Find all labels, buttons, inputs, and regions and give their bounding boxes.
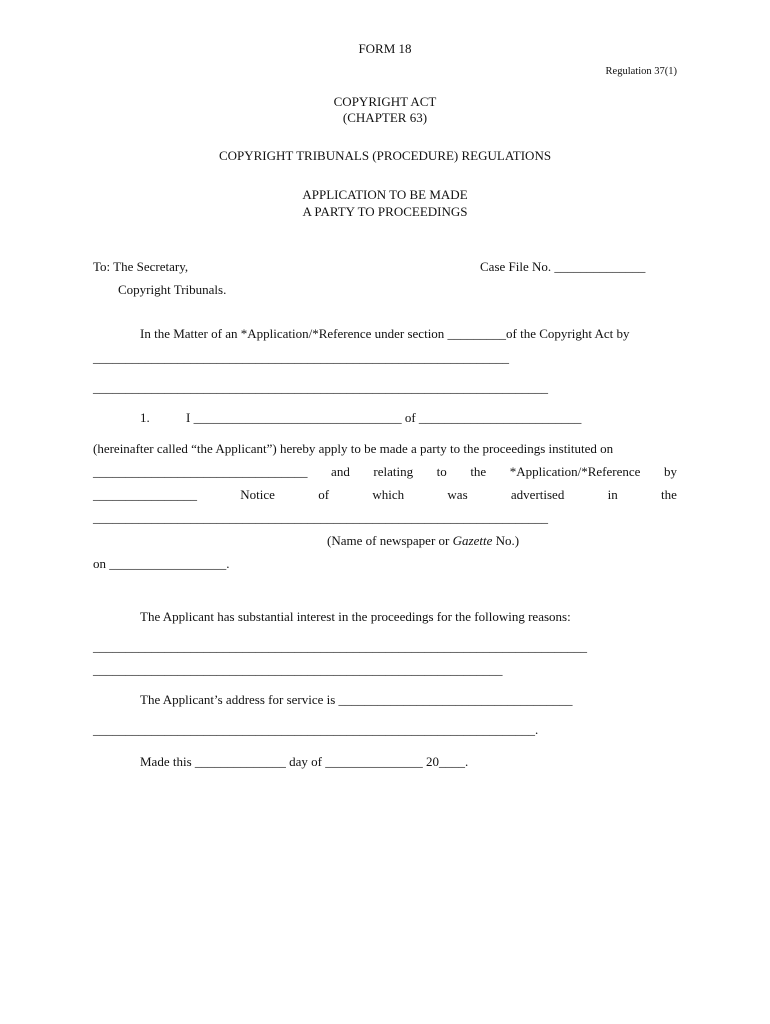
word: by bbox=[663, 464, 677, 479]
word: was bbox=[447, 487, 468, 502]
word: advertised bbox=[510, 487, 565, 502]
interest-blank-2[interactable]: _______________________________________________________________ bbox=[93, 662, 503, 677]
paragraph-number: 1. bbox=[140, 410, 150, 425]
matter-line: In the Matter of an *Application/*Reference under section _________of the Copyright Act by bbox=[140, 326, 630, 341]
word: *Application/*Reference bbox=[509, 464, 641, 479]
address-blank[interactable]: ____________________________________________________________________. bbox=[93, 722, 539, 737]
newspaper-caption bbox=[327, 533, 519, 549]
caption-prefix: (Name of newspaper or bbox=[327, 533, 453, 548]
notice-by-blank[interactable]: ________________ bbox=[93, 487, 197, 502]
application-title-line-2: A PARTY TO PROCEEDINGS bbox=[302, 204, 468, 219]
address-line[interactable]: The Applicant’s address for service is ____________________________________ bbox=[140, 692, 573, 707]
word: to bbox=[436, 464, 447, 479]
relating-line bbox=[93, 464, 677, 480]
applicant-name-line[interactable]: I ________________________________ of _________________________ bbox=[186, 410, 582, 425]
application-title-line-1: APPLICATION TO BE MADE bbox=[302, 187, 468, 202]
interest-line: The Applicant has substantial interest in the proceedings for the following reasons: bbox=[140, 609, 571, 624]
word: the bbox=[470, 464, 487, 479]
regulations-title: COPYRIGHT TRIBUNALS (PROCEDURE) REGULATIONS bbox=[218, 148, 552, 163]
addressee-organisation: Copyright Tribunals. bbox=[118, 282, 227, 297]
matter-blank-2[interactable]: ______________________________________________________________________ bbox=[93, 380, 548, 395]
interest-blank-1[interactable]: ____________________________________________________________________________ bbox=[93, 639, 587, 654]
instituted-by-blank[interactable]: _________________________________ bbox=[93, 464, 308, 479]
caption-gazette: Gazette bbox=[452, 533, 493, 548]
newspaper-blank[interactable]: ______________________________________________________________________ bbox=[93, 510, 548, 525]
word: and bbox=[331, 464, 350, 479]
hereinafter-line: (hereinafter called “the Applicant”) hereby apply to be made a party to the proceedings instituted on bbox=[93, 441, 614, 456]
matter-blank-1[interactable]: ________________________________________________________________ bbox=[93, 350, 509, 365]
addressee-line: To: The Secretary, bbox=[93, 259, 189, 274]
word: in bbox=[607, 487, 618, 502]
regulation-reference: Regulation 37(1) bbox=[605, 66, 677, 77]
form-number: FORM 18 bbox=[358, 41, 412, 56]
notice-line bbox=[93, 487, 677, 503]
word: Notice bbox=[240, 487, 275, 502]
word: of bbox=[318, 487, 330, 502]
caption-suffix: No.) bbox=[492, 533, 520, 548]
advertised-on-date[interactable]: on __________________. bbox=[93, 556, 230, 571]
word: which bbox=[372, 487, 405, 502]
chapter-title: (CHAPTER 63) bbox=[342, 110, 428, 125]
case-file-number-field[interactable]: Case File No. ______________ bbox=[480, 259, 646, 274]
act-title: COPYRIGHT ACT bbox=[333, 94, 437, 109]
word: the bbox=[661, 487, 677, 502]
word: relating bbox=[373, 464, 414, 479]
made-this-line[interactable]: Made this ______________ day of _______________ 20____. bbox=[140, 754, 469, 769]
